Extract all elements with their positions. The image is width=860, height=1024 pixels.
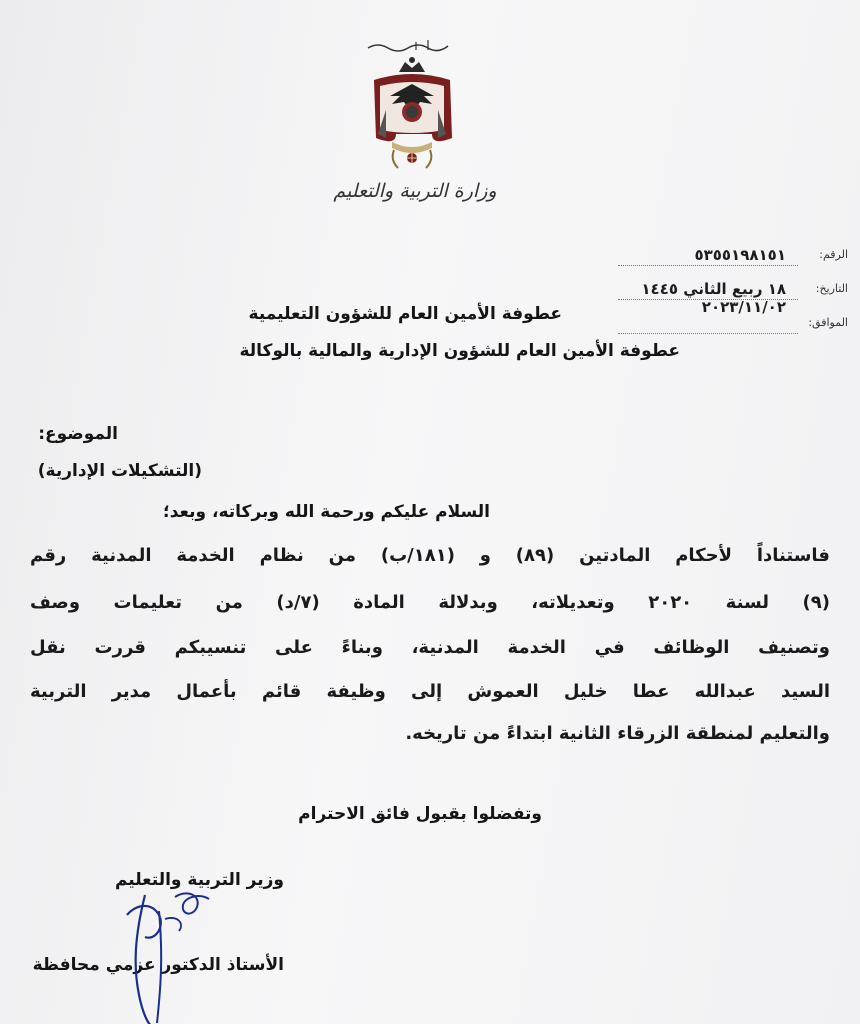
reference-number-row	[618, 248, 848, 266]
addressee-1: عطوفة الأمين العام للشؤون التعليمية	[248, 304, 562, 324]
dotted-line	[618, 333, 798, 334]
signatory-name: الأستاذ الدكتور عزمي محافظة	[32, 955, 284, 975]
signatory-title: وزير التربية والتعليم	[114, 870, 284, 890]
equivalent-date-label: الموافق:	[808, 316, 848, 329]
reference-number-label: الرقم:	[819, 248, 848, 261]
date-hijri-value: ١٨ ربيع الثاني ١٤٤٥	[641, 280, 786, 298]
subject-value: (التشكيلات الإدارية)	[37, 461, 202, 481]
subject-label: الموضوع:	[38, 424, 118, 444]
date-label: التاريخ:	[815, 282, 848, 295]
body-line-3: وتصنيف الوظائف في الخدمة المدنية، وبناءً على تنسيبكم قررت نقل	[30, 637, 830, 658]
body-line-5: والتعليم لمنطقة الزرقاء الثانية ابتداءً من تاريخه.	[405, 723, 830, 744]
body-line-2: (٩) لسنة ٢٠٢٠ وتعديلاته، وبدلالة المادة (٧/د) من تعليمات وصف	[30, 592, 830, 613]
handwritten-signature	[105, 875, 235, 1024]
coat-of-arms-logo	[356, 30, 468, 180]
ministry-name: وزارة التربية والتعليم	[333, 180, 497, 202]
addressee-2: عطوفة الأمين العام للشؤون الإدارية والمالية بالوكالة	[239, 341, 680, 361]
greeting: السلام عليكم ورحمة الله وبركاته، وبعد؛	[162, 502, 490, 522]
dotted-line	[618, 265, 798, 266]
body-line-1: فاستناداً لأحكام المادتين (٨٩) و (١٨١/ب) من نظام الخدمة المدنية رقم	[30, 545, 830, 566]
date-gregorian-value: ٢٠٢٣/١١/٠٢	[701, 298, 786, 316]
reference-number-value: ٥٣٥٥١٩٨١٥١	[694, 246, 786, 264]
closing-remark: وتفضلوا بقبول فائق الاحترام	[298, 804, 542, 824]
date-gregorian-row	[618, 298, 848, 334]
body-line-4: السيد عبدالله عطا خليل العموش إلى وظيفة قائم بأعمال مدير التربية	[30, 681, 830, 702]
